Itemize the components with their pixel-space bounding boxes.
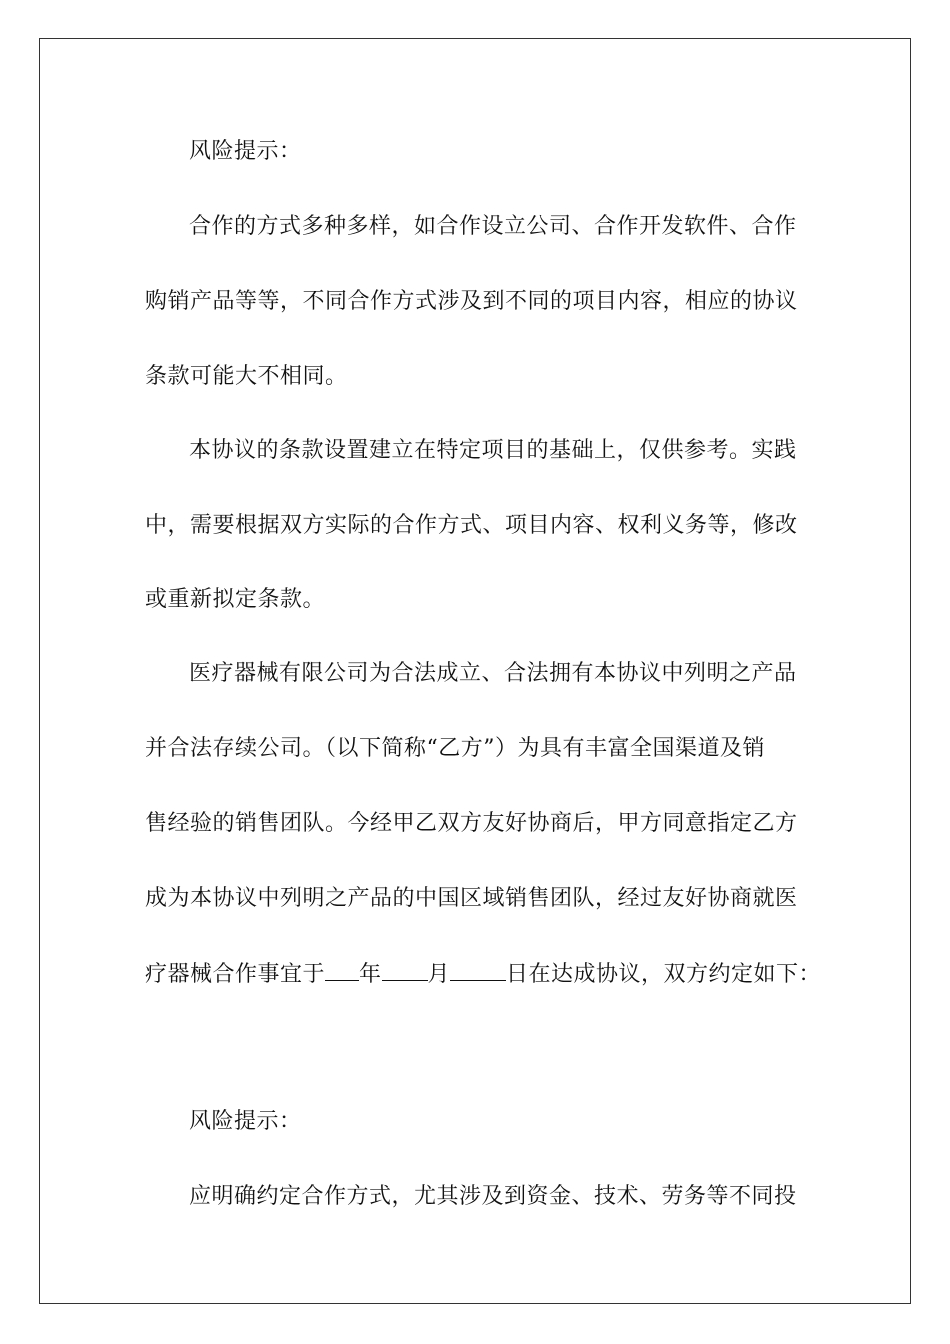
paragraph-line: 中，需要根据双方实际的合作方式、项目内容、权利义务等，修改: [145, 513, 798, 538]
day-blank[interactable]: [450, 958, 506, 981]
month-blank[interactable]: [382, 958, 428, 981]
year-blank[interactable]: [325, 958, 359, 981]
risk-heading-1: 风险提示：: [189, 139, 302, 164]
paragraph-line: 应明确约定合作方式，尤其涉及到资金、技术、劳务等不同投: [189, 1184, 797, 1209]
month-label: 月: [427, 962, 451, 987]
paragraph-line: 并合法存续公司。（以下简称“乙方”）为具有丰富全国渠道及销: [145, 736, 765, 761]
paragraph-line: 合作的方式多种多样，如合作设立公司、合作开发软件、合作: [189, 214, 797, 239]
risk-heading-2: 风险提示：: [189, 1109, 302, 1134]
paragraph-line: 售经验的销售团队。今经甲乙双方友好协商后，甲方同意指定乙方: [145, 811, 798, 836]
date-line: [145, 958, 822, 990]
paragraph-line: 医疗器械有限公司为合法成立、合法拥有本协议中列明之产品: [189, 661, 797, 686]
date-line-prefix: 疗器械合作事宜于: [145, 962, 326, 987]
paragraph-line: 成为本协议中列明之产品的中国区域销售团队，经过友好协商就医: [145, 886, 798, 911]
year-label: 年: [359, 962, 382, 987]
paragraph-line: 或重新拟定条款。: [145, 587, 326, 612]
paragraph-line: 本协议的条款设置建立在特定项目的基础上，仅供参考。实践: [189, 438, 797, 463]
paragraph-line: 购销产品等等，不同合作方式涉及到不同的项目内容，相应的协议: [145, 289, 798, 314]
date-line-suffix: 日在达成协议，双方约定如下：: [506, 962, 822, 987]
paragraph-line: 条款可能大不相同。: [145, 364, 348, 389]
